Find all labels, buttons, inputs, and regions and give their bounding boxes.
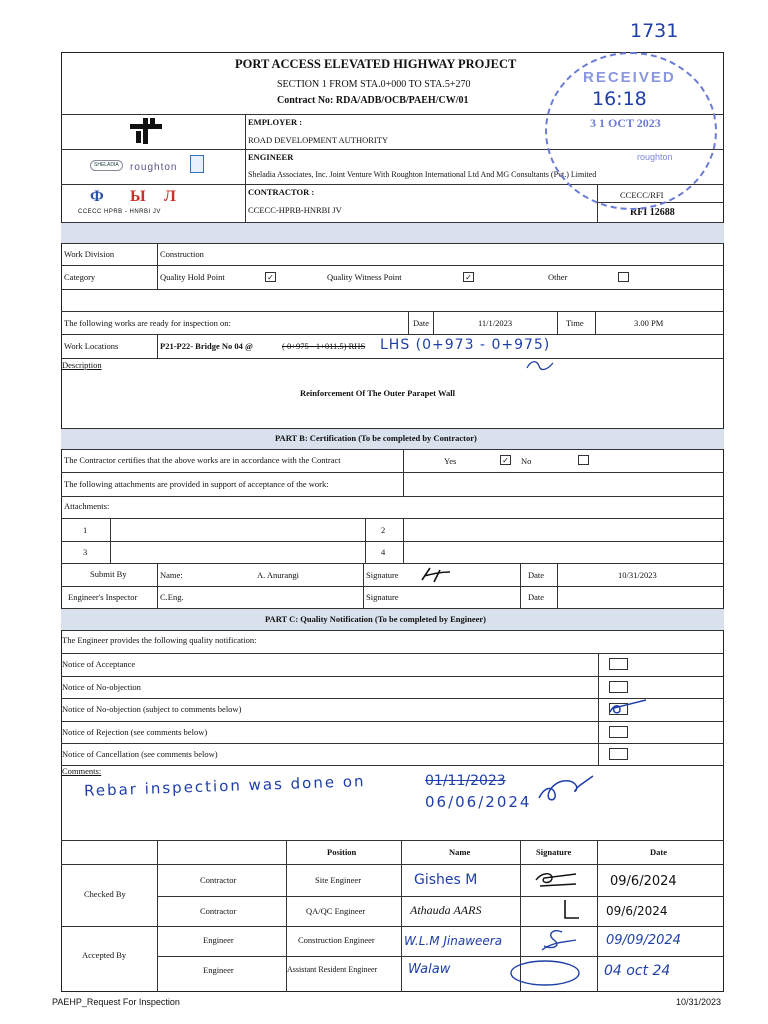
work-division-label: Work Division bbox=[64, 249, 115, 259]
comment-initials bbox=[535, 772, 597, 806]
mg-logo bbox=[190, 155, 204, 173]
signoff-row2-date: 09/6/2024 bbox=[606, 904, 668, 918]
signoff-row3-role: Engineer bbox=[203, 935, 234, 945]
signoff-header-date: Date bbox=[650, 847, 667, 857]
signoff-row4-position: Assistant Resident Engineer bbox=[287, 965, 378, 974]
submit-name-value: A. Anurangi bbox=[257, 570, 300, 580]
section-line: SECTION 1 FROM STA.0+000 TO STA.5+270 bbox=[277, 79, 471, 90]
certification-no-checkbox[interactable] bbox=[578, 455, 589, 465]
submit-by-label: Submit By bbox=[90, 569, 127, 579]
employer-value: ROAD DEVELOPMENT AUTHORITY bbox=[248, 135, 389, 145]
certification-yes-label: Yes bbox=[444, 456, 457, 466]
inspector-date-label: Date bbox=[528, 592, 545, 602]
contractor-label: CONTRACTOR : bbox=[248, 187, 315, 197]
signoff-row2-position: QA/QC Engineer bbox=[306, 906, 366, 916]
attachments-note: The following attachments are provided in support of acceptance of the work: bbox=[64, 479, 329, 489]
inspection-date-label: Date bbox=[413, 318, 430, 328]
other-label: Other bbox=[548, 272, 568, 282]
employer-label: EMPLOYER : bbox=[248, 117, 303, 127]
signoff-row2-name: Athauda AARS bbox=[410, 903, 482, 917]
certification-yes-checkbox[interactable]: ✓ bbox=[500, 455, 511, 465]
signoff-row1-signature bbox=[532, 868, 580, 890]
submit-signature bbox=[418, 564, 454, 584]
project-title: PORT ACCESS ELEVATED HIGHWAY PROJECT bbox=[235, 57, 517, 71]
part-c-intro: The Engineer provides the following quality notification: bbox=[62, 635, 257, 645]
signoff-row1-name: Gishes M bbox=[414, 872, 478, 888]
quality-witness-checkbox[interactable]: ✓ bbox=[463, 272, 474, 282]
initials-mark bbox=[525, 360, 555, 372]
comment-handwritten: Rebar inspection was done on bbox=[83, 772, 366, 800]
stamp-time: 16:18 bbox=[592, 88, 647, 110]
description-label: Description bbox=[62, 360, 102, 370]
description-value: Reinforcement Of The Outer Parapet Wall bbox=[300, 388, 455, 398]
ref-code: CCECC/RFI bbox=[620, 190, 664, 200]
attachment-number-3: 3 bbox=[83, 547, 88, 557]
work-locations-struck: ( 0+975 - 1+011.5) RHS bbox=[282, 341, 366, 351]
inspector-value: C.Eng. bbox=[160, 592, 184, 602]
comments-label: Comments: bbox=[62, 766, 102, 776]
ready-for-inspection-label: The following works are ready for inspection on: bbox=[64, 318, 231, 328]
attachment-number-4: 4 bbox=[381, 547, 386, 557]
notice-rejection: Notice of Rejection (see comments below) bbox=[62, 727, 208, 737]
certification-statement: The Contractor certifies that the above works are in accordance with the Contract bbox=[64, 455, 341, 465]
attachment-number-1: 1 bbox=[83, 525, 88, 535]
work-division-value: Construction bbox=[160, 249, 204, 259]
signoff-row4-name: Walaw bbox=[408, 962, 451, 977]
notice-no-objection: Notice of No-objection bbox=[62, 682, 141, 692]
signoff-row1-role: Contractor bbox=[200, 875, 237, 885]
sheladia-logo: SHELADIA bbox=[90, 160, 123, 171]
notice-cancellation-checkbox[interactable] bbox=[609, 748, 628, 760]
notice-acceptance-checkbox[interactable] bbox=[609, 658, 628, 670]
footer-right: 10/31/2023 bbox=[676, 997, 722, 1007]
submit-signature-label: Signature bbox=[366, 570, 399, 580]
notice-no-objection-checkbox[interactable] bbox=[609, 681, 628, 693]
rfi-number: RFI 12688 bbox=[630, 207, 675, 218]
notice-rejection-checkbox[interactable] bbox=[609, 726, 628, 738]
inspection-time-value: 3.00 PM bbox=[634, 318, 664, 328]
handwritten-reference-number: 1731 bbox=[630, 20, 679, 42]
attachments-label: Attachments: bbox=[64, 501, 110, 511]
checked-by-label: Checked By bbox=[84, 889, 126, 899]
inspector-label: Engineer's Inspector bbox=[68, 592, 138, 602]
signoff-row3-position: Construction Engineer bbox=[298, 935, 375, 945]
footer-left: PAEHP_Request For Inspection bbox=[52, 997, 180, 1007]
work-locations-value: P21-P22- Bridge No 04 @ bbox=[160, 341, 253, 351]
notice-no-objection-subject: Notice of No-objection (subject to comments below) bbox=[62, 704, 242, 714]
signoff-row1-date: 09/6/2024 bbox=[610, 874, 677, 889]
header-spacer-band bbox=[61, 223, 724, 243]
submit-date-value: 10/31/2023 bbox=[618, 570, 657, 580]
signoff-row4-role: Engineer bbox=[203, 965, 234, 975]
work-locations-label: Work Locations bbox=[64, 341, 119, 351]
contractor-value: CCECC-HPRB-HNRBI JV bbox=[248, 205, 342, 215]
hnrbi-logo-icon: Л bbox=[164, 188, 176, 205]
employer-logo bbox=[128, 116, 164, 146]
notice-check-mark bbox=[606, 698, 650, 720]
signoff-row3-date: 09/09/2024 bbox=[606, 933, 681, 948]
submit-name-label: Name: bbox=[160, 570, 183, 580]
notice-cancellation: Notice of Cancellation (see comments below) bbox=[62, 749, 218, 759]
stamp-received: RECEIVED bbox=[583, 69, 676, 86]
comment-struck-date: 01/11/2023 bbox=[425, 773, 506, 789]
engineer-value: Sheladia Associates, Inc. Joint Venture With Roughton International Ltd And MG Consultants (Pvt.) Limited bbox=[248, 170, 597, 179]
signoff-row4-date: 04 oct 24 bbox=[604, 963, 671, 979]
signoff-row1-position: Site Engineer bbox=[315, 875, 362, 885]
part-c-title: PART C: Quality Notification (To be completed by Engineer) bbox=[265, 614, 487, 624]
stamp-date: 3 1 OCT 2023 bbox=[590, 116, 661, 130]
signoff-row2-role: Contractor bbox=[200, 906, 237, 916]
submit-date-label: Date bbox=[528, 570, 545, 580]
attachment-number-2: 2 bbox=[381, 525, 386, 535]
signoff-header-position: Position bbox=[327, 847, 357, 857]
accepted-by-label: Accepted By bbox=[82, 950, 127, 960]
certification-no-label: No bbox=[521, 456, 532, 466]
hprb-logo-icon: Ы bbox=[130, 188, 146, 205]
inspection-date-value: 11/1/2023 bbox=[478, 318, 513, 328]
quality-hold-label: Quality Hold Point bbox=[160, 272, 225, 282]
contract-number: Contract No: RDA/ADB/OCB/PAEH/CW/01 bbox=[277, 95, 469, 106]
work-locations-handwritten: LHS (0+973 - 0+975) bbox=[380, 337, 551, 353]
inspector-signature-label: Signature bbox=[366, 592, 399, 602]
quality-hold-checkbox[interactable]: ✓ bbox=[265, 272, 276, 282]
signoff-row3-signature bbox=[532, 928, 580, 954]
stamp-org: roughton bbox=[637, 152, 673, 162]
signoff-header-name: Name bbox=[449, 847, 471, 857]
ccecc-logo-icon: Ф bbox=[90, 188, 104, 205]
jv-logo-text: CCECC HPRB - HNRBI JV bbox=[78, 209, 161, 215]
signoff-row3-name: W.L.M Jinaweera bbox=[404, 934, 503, 948]
notice-acceptance: Notice of Acceptance bbox=[62, 659, 136, 669]
part-b-title: PART B: Certification (To be completed by Contractor) bbox=[275, 433, 477, 443]
comment-date: 06/06/2024 bbox=[425, 793, 532, 811]
engineer-label: ENGINEER bbox=[248, 152, 294, 162]
quality-witness-label: Quality Witness Point bbox=[327, 272, 402, 282]
signoff-row2-signature bbox=[555, 896, 581, 924]
category-label: Category bbox=[64, 272, 96, 282]
other-checkbox[interactable] bbox=[618, 272, 629, 282]
signoff-row4-signature bbox=[505, 955, 585, 989]
roughton-logo: roughton bbox=[130, 162, 178, 173]
signoff-header-signature: Signature bbox=[536, 847, 572, 857]
inspection-time-label: Time bbox=[566, 318, 584, 328]
